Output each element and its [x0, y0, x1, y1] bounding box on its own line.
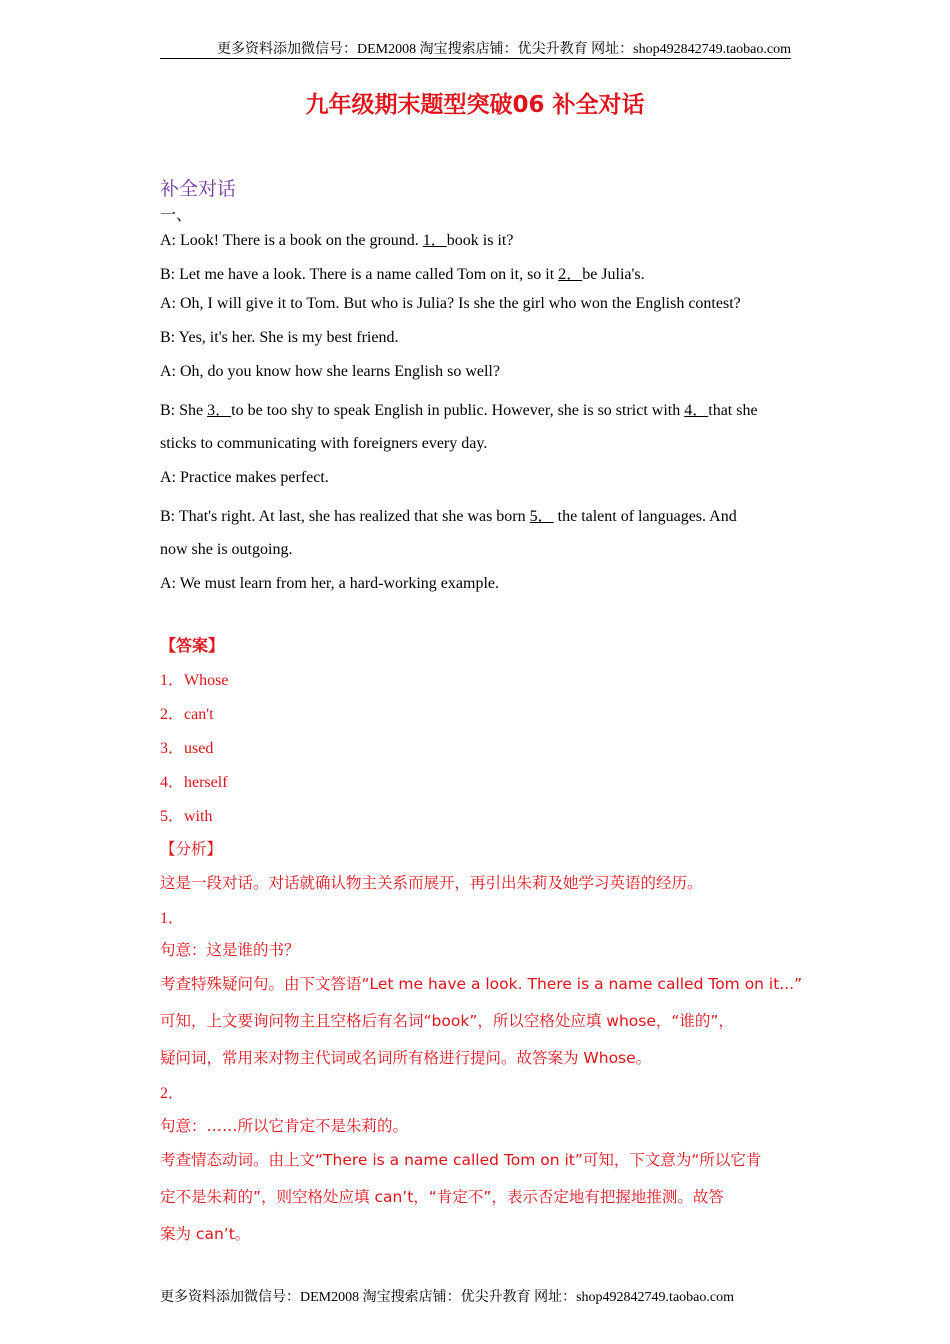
analysis-line: 可知，上文要询问物主且空格后有名词“book”，所以空格处应填 whose，“谁的”，: [160, 1012, 734, 1030]
analysis-line: 疑问词，常用来对物主代词或名词所有格进行提问。故答案为 Whose。: [160, 1049, 652, 1067]
answer-item: 3．used: [160, 740, 214, 757]
analysis-line: 1．: [160, 910, 185, 927]
page-header: 更多资料添加微信号：DEM2008 淘宝搜索店铺：优尖升教育 网址：shop492842749.taobao.com: [160, 38, 791, 59]
blank-4: 4．: [684, 402, 709, 419]
analysis-line: 案为 can’t。: [160, 1225, 251, 1243]
dialogue-line: B: That's right. At last, she has realized that she was born 5． the talent of languages. And: [160, 508, 737, 525]
dialogue-line: B: Yes, it's her. She is my best friend.: [160, 329, 399, 346]
dialogue-line: A: Oh, I will give it to Tom. But who is Julia? Is she the girl who won the English contest?: [160, 295, 741, 312]
dialogue-line: A: Oh, do you know how she learns English so well?: [160, 363, 500, 380]
analysis-line: 2．: [160, 1085, 185, 1102]
blank-2: 2．: [558, 266, 583, 283]
dialogue-line: A: Look! There is a book on the ground. 1．book is it?: [160, 232, 514, 249]
answer-item: 5．with: [160, 808, 213, 825]
analysis-line: 句意：这是谁的书？: [160, 941, 300, 959]
analysis-line: 句意：……所以它肯定不是朱莉的。: [160, 1117, 409, 1135]
page-title: 九年级期末题型突破06 补全对话: [305, 92, 645, 118]
analysis-line: 定不是朱莉的”，则空格处应填 can’t，“肯定不”，表示否定地有把握地推测。故答: [160, 1188, 724, 1206]
dialogue-line: sticks to communicating with foreigners every day.: [160, 435, 488, 452]
page-footer: 更多资料添加微信号：DEM2008 淘宝搜索店铺：优尖升教育 网址：shop492842749.taobao.com: [160, 1290, 734, 1305]
answer-item: 1．Whose: [160, 672, 229, 689]
dialogue-line: B: She 3．to be too shy to speak English in public. However, she is so strict with 4．that she: [160, 402, 758, 419]
section-title: 补全对话: [160, 178, 237, 200]
answer-heading: 【答案】: [160, 636, 225, 655]
analysis-line: 这是一段对话。对话就确认物主关系而展开，再引出朱莉及她学习英语的经历。: [160, 874, 703, 892]
analysis-heading: 【分析】: [160, 840, 223, 858]
blank-1: 1．: [422, 232, 447, 249]
section-number: 一、: [160, 205, 193, 224]
analysis-line: 考查情态动词。由上文“There is a name called Tom on it”可知，下文意为“所以它肯: [160, 1151, 762, 1169]
dialogue-line: A: We must learn from her, a hard-working example.: [160, 575, 499, 592]
dialogue-line: B: Let me have a look. There is a name called Tom on it, so it 2．be Julia's.: [160, 266, 645, 283]
blank-3: 3．: [207, 402, 232, 419]
answer-item: 4．herself: [160, 774, 228, 791]
analysis-line: 考查特殊疑问句。由下文答语“Let me have a look. There is a name called Tom on it...”: [160, 975, 803, 993]
dialogue-line: now she is outgoing.: [160, 541, 293, 558]
answer-item: 2．can't: [160, 706, 214, 723]
dialogue-line: A: Practice makes perfect.: [160, 469, 329, 486]
blank-5: 5．: [529, 508, 554, 525]
